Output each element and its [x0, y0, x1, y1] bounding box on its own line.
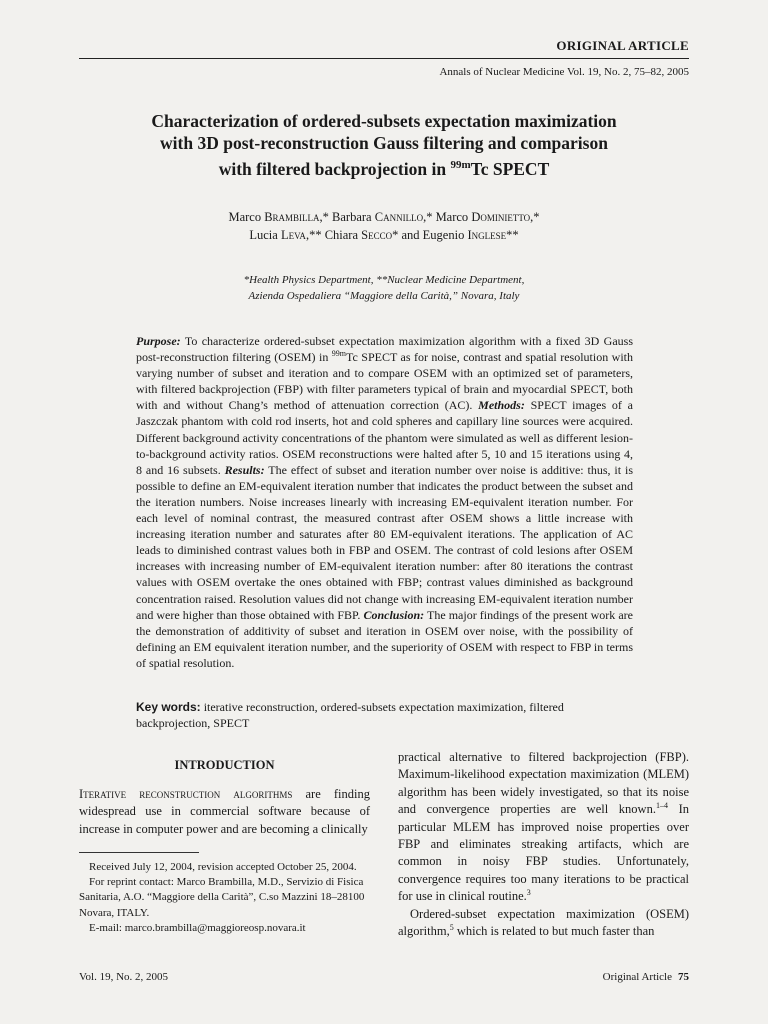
purpose-text: To characterize ordered-subset expectation maximization algorithm with a fixed 3D Gauss post-reconstruction filtering (OSEM) in [136, 334, 633, 365]
author-first-name: Marco [435, 210, 472, 224]
author-last-name: Inglese [467, 228, 507, 242]
title-line-3-end: Tc SPECT [470, 158, 550, 179]
affiliation-line-1: *Health Physics Department, **Nuclear Medicine Department, [243, 274, 525, 286]
author-first-name: Eugenio [422, 228, 468, 242]
author-last-name: Dominietto [471, 210, 531, 224]
reprint-note: For reprint contact: Marco Brambilla, M.D., Servizio di Fisica Sanitaria, A.O. “Maggiore della Carità”, C.so Mazzini 18–28100 Novara, ITALY. [79, 876, 365, 919]
author-mark: ** [506, 228, 519, 242]
right-paragraph-1 [398, 749, 689, 906]
article-title [100, 110, 668, 180]
author-first-name: Barbara [332, 210, 375, 224]
page-number: 75 [678, 971, 689, 983]
results-label: Results: [224, 462, 265, 477]
author-first-name: Marco [228, 210, 265, 224]
footer-volume: Vol. 19, No. 2, 2005 [79, 971, 169, 983]
author-first-name: Chiara [324, 228, 362, 242]
author-last-name: Brambilla [264, 210, 320, 224]
footnote-rule [79, 852, 199, 853]
author-line-1 [100, 208, 668, 226]
right-column [398, 749, 689, 940]
right-paragraph-1-text-cont: In particular MLEM has improved noise properties over FBP and eliminates streaking artifacts, which are common in noisy FBP studies. Unfortunately, convergence requires too many iterations to be practical for use in clinical routine. [398, 802, 689, 904]
purpose-text-cont: Tc SPECT as for noise, contrast and spatial resolution with varying number of subset and iteration and to compare OSEM with an optimized set of parameters, with filtered backprojection (FBP) with filter parameters typical of brain and myocardial SPECT, both with and without Chang’s method of attenuation correction (AC). [136, 350, 633, 413]
header-rule [79, 58, 689, 59]
right-paragraph-2-text-cont: which is related to but much faster than [453, 924, 655, 939]
intro-paragraph [79, 786, 370, 838]
author-last-name: Leva [280, 228, 306, 242]
author-last-name: Cannillo [374, 210, 424, 224]
author-list [100, 208, 668, 244]
intro-paragraph-text: are finding widespread use in commercial software because of increase in computer power and are becoming a clinically [79, 787, 370, 836]
introduction-heading: INTRODUCTION [174, 758, 275, 772]
results-text: The effect of subset and iteration number over noise is additive: thus, it is possible to define an EM-equivalent iteration number that indicates the product between the subset and the iteration numbers. Noise increases linearly with increasing EM-equivalent iteration number. For each level of nominal contrast, the measured contrast after OSEM shows a little increase with increasing iteration number and saturates after 80 EM-equivalent iterations. The application of AC leads to diminished contrast values both in FBP and OSEM. The contrast of cold lesions after OSEM increases with increasing number of EM-equivalent iteration number: after 80 iterations the contrast values with OSEM overtake the ones obtained with FBP; contrast values diminished as background concentration raised. Resolution values did not change with increasing EM-equivalent iteration number and were higher than those obtained with FBP. [136, 462, 633, 622]
affiliations [100, 272, 668, 304]
left-column [79, 758, 370, 838]
author-first-name: Lucia [249, 228, 281, 242]
keywords-label: Key words: [136, 700, 201, 714]
affiliation-line-2: Azienda Ospedaliera “Maggiore della Carità,” Novara, Italy [248, 290, 520, 302]
title-line-3 [100, 154, 668, 180]
author-last-name: Secco [361, 228, 393, 242]
author-mark: * and [392, 228, 423, 242]
right-paragraph-2 [398, 906, 689, 941]
conclusion-text: The major findings of the present work are the demonstration of additivity of subset and iteration in OSEM over noise, with the possibility of defining an EM equivalent iteration number, and the superiority of OSEM with respect to FBP in terms of spatial resolution. [136, 607, 633, 670]
abstract [136, 333, 633, 671]
received-note: Received July 12, 2004, revision accepted October 25, 2004. [89, 861, 357, 873]
author-mark: ,** [305, 228, 325, 242]
citation-superscript: 1–4 [655, 801, 668, 811]
title-line-2: with 3D post-reconstruction Gauss filtering and comparison [160, 133, 608, 153]
footer-right [603, 971, 689, 983]
author-mark: ,* [319, 210, 333, 224]
title-line-3-start: with filtered backprojection in [218, 158, 451, 179]
conclusion-label: Conclusion: [363, 607, 425, 622]
citation-superscript: 3 [526, 888, 531, 898]
citation-superscript: 5 [449, 922, 454, 932]
footer-article-type: Original Article [602, 971, 672, 983]
right-paragraph-1-text: practical alternative to filtered backprojection (FBP). Maximum-likelihood expectation maximization (MLEM) algorithm has been widely investigated, so that its noise and convergence properties are well known. [398, 750, 689, 817]
right-paragraph-2-text: Ordered-subset expectation maximization (OSEM) algorithm, [398, 906, 689, 939]
section-label: ORIGINAL ARTICLE [556, 38, 689, 53]
methods-text: SPECT images of a Jaszczak phantom with cold rod inserts, hot and cold spheres and capillary line sources were acquired. Different background activity concentrations of the phantom were simulated as well as different lesion-to-background activity ratios. OSEM reconstructions were halted after 5, 10 and 15 iterations using 4, 8 and 16 subsets. [136, 398, 633, 477]
author-mark: ,* [530, 210, 540, 224]
keywords [136, 699, 633, 731]
keywords-text: iterative reconstruction, ordered-subsets expectation maximization, filtered backprojection, SPECT [136, 700, 564, 730]
author-mark: ,* [423, 210, 436, 224]
footnotes [79, 860, 370, 936]
intro-lead-smallcaps: Iterative reconstruction algorithms [79, 787, 293, 801]
journal-citation: Annals of Nuclear Medicine Vol. 19, No. 2, 75–82, 2005 [439, 66, 689, 78]
email-note: E-mail: marco.brambilla@maggioreosp.novara.it [89, 921, 306, 934]
title-line-1: Characterization of ordered-subsets expectation maximization [151, 111, 617, 131]
purpose-superscript: 99m [331, 349, 347, 359]
purpose-label: Purpose: [136, 334, 181, 348]
author-line-2 [100, 226, 668, 244]
methods-label: Methods: [478, 398, 525, 413]
isotope-superscript: 99m [450, 159, 471, 171]
